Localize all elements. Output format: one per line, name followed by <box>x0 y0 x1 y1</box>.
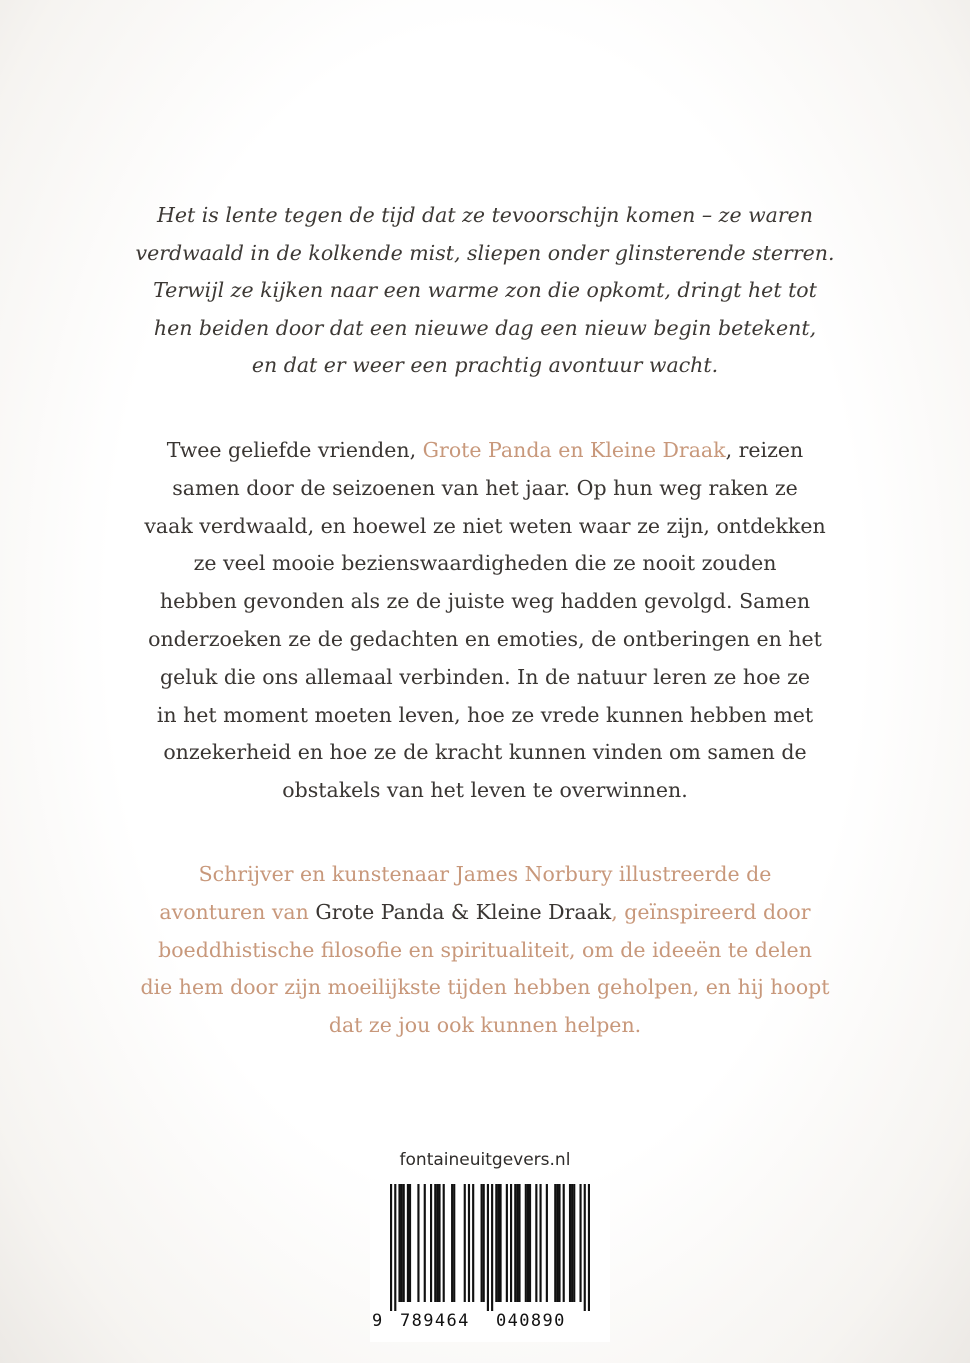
description-line: hebben gevonden als ze de juiste weg hadden gevolgd. Samen <box>159 589 811 614</box>
barcode-bar <box>495 1184 497 1302</box>
barcode-bar <box>510 1184 512 1302</box>
barcode-bar <box>525 1184 527 1302</box>
barcode-bar <box>556 1184 558 1302</box>
barcode-bar <box>563 1184 565 1302</box>
intro-line: hen beiden door dat een nieuwe dag een nieuw begin betekent, <box>153 315 817 340</box>
intro-line: Het is lente tegen de tijd dat ze tevoorschijn komen – ze waren <box>156 203 814 227</box>
barcode-bar <box>535 1184 537 1302</box>
barcode-bars <box>390 1184 590 1311</box>
barcode-bar <box>394 1184 396 1311</box>
barcode-bar <box>569 1184 571 1302</box>
barcode-bar <box>464 1184 466 1302</box>
barcode-bar <box>527 1184 529 1302</box>
barcode-bar <box>487 1184 489 1311</box>
title-dark: Grote Panda & Kleine Draak <box>315 899 612 924</box>
title-highlight: Grote Panda en Kleine Draak <box>422 438 726 462</box>
barcode-bar <box>539 1184 541 1302</box>
isbn-group-right: 040890 <box>496 1311 566 1331</box>
description-line: ze veel mooie bezienswaardigheden die ze nooit zouden <box>193 551 777 576</box>
barcode-bar <box>554 1184 556 1302</box>
isbn-lead-digit: 9 <box>372 1311 383 1331</box>
author-text: , geïnspireerd door <box>611 899 811 924</box>
barcode-bar <box>453 1184 455 1302</box>
isbn-group-left: 789464 <box>400 1311 470 1331</box>
author-text: avonturen van <box>159 899 316 924</box>
author-line: boeddhistische filosofie en spiritualiteit, om de ideeën te delen <box>158 937 812 962</box>
barcode-bar <box>499 1184 501 1302</box>
barcode-bar <box>407 1184 409 1302</box>
barcode-bar <box>417 1184 419 1302</box>
description-line: onderzoeken ze de gedachten en emoties, de ontberingen en het <box>148 626 822 651</box>
barcode-bar <box>483 1184 485 1302</box>
barcode-bar <box>481 1184 483 1302</box>
intro-line: en dat er weer een prachtig avontuur wacht. <box>251 353 719 377</box>
publisher-website: fontaineuitgevers.nl <box>399 1150 571 1170</box>
description-line: in het moment moeten leven, hoe ze vrede kunnen hebben met <box>156 702 814 727</box>
barcode-bar <box>398 1184 400 1302</box>
barcode-bar <box>390 1184 392 1311</box>
barcode-bar <box>434 1184 436 1302</box>
description-text: Twee geliefde vrienden, <box>166 438 423 462</box>
description-paragraph <box>0 432 970 810</box>
barcode-bar <box>497 1184 499 1302</box>
barcode-bar <box>468 1184 470 1302</box>
author-line: die hem door zijn moeilijkste tijden hebben geholpen, en hij hoopt <box>140 975 830 1000</box>
barcode-bar <box>438 1184 440 1302</box>
barcode-bar <box>516 1184 518 1302</box>
barcode-bar <box>573 1184 575 1302</box>
barcode-bar <box>514 1184 516 1302</box>
barcode-bar <box>472 1184 474 1302</box>
description-line: samen door de seizoenen van het jaar. Op hun weg raken ze <box>172 475 798 500</box>
intro-line: Terwijl ze kijken naar een warme zon die opkomt, dringt het tot <box>153 278 817 302</box>
barcode-bar <box>571 1184 573 1302</box>
barcode-bar <box>430 1184 432 1302</box>
author-line: Schrijver en kunstenaar James Norbury illustreerde de <box>198 862 772 886</box>
barcode-bar <box>491 1184 493 1311</box>
description-line: vaak verdwaald, en hoewel ze niet weten waar ze zijn, ontdekken <box>144 513 826 538</box>
barcode-bar <box>451 1184 453 1302</box>
barcode-bar <box>584 1184 586 1311</box>
barcode-bar <box>546 1184 548 1302</box>
barcode-bar <box>403 1184 405 1302</box>
barcode-bar <box>529 1184 531 1302</box>
isbn-barcode <box>370 1180 610 1342</box>
author-line: dat ze jou ook kunnen helpen. <box>328 1013 642 1038</box>
description-line: geluk die ons allemaal verbinden. In de natuur leren ze hoe ze <box>159 664 811 689</box>
barcode-bar <box>558 1184 560 1302</box>
barcode-bar <box>588 1184 590 1311</box>
barcode-bar <box>424 1184 426 1302</box>
barcode-bar <box>436 1184 438 1302</box>
author-paragraph <box>0 856 970 1045</box>
barcode-bar <box>579 1184 581 1302</box>
barcode-bar <box>506 1184 508 1302</box>
description-line: obstakels van het leven te overwinnen. <box>282 778 688 803</box>
description-text: , reizen <box>725 438 804 462</box>
intro-line: verdwaald in de kolkende mist, sliepen onder glinsterende sterren. <box>135 240 835 265</box>
author-line <box>0 894 970 932</box>
barcode-bar <box>409 1184 411 1302</box>
barcode-bar <box>518 1184 520 1302</box>
barcode-bar <box>401 1184 403 1302</box>
barcode-bar <box>443 1184 445 1302</box>
intro-passage <box>0 197 970 385</box>
description-line <box>0 432 970 470</box>
description-line: onzekerheid en hoe ze de kracht kunnen vinden om samen de <box>163 740 807 765</box>
